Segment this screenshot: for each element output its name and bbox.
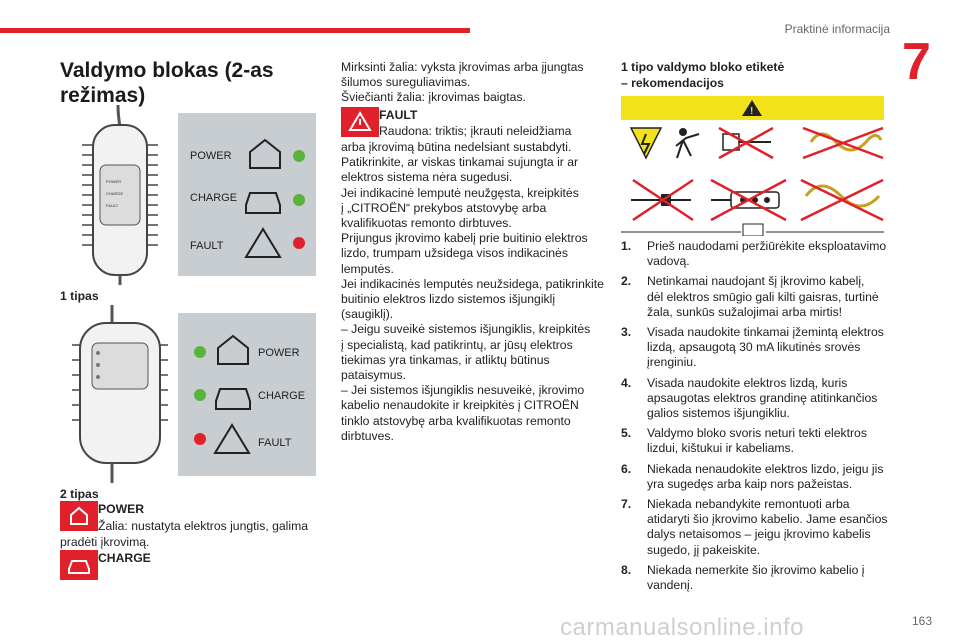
manual-icon [743, 224, 763, 236]
type2-caption: 2 tipas [60, 487, 99, 501]
text-line: lemputės. [341, 261, 394, 276]
list-item: 7. Niekada nebandykite remontuoti arba atidaryti šio įkrovimo kabelio. Jame esančios dalys netaisomos – jeigu įkrovimo kabelis sugedo, jį pakeiskite. [621, 497, 888, 557]
text-line: arba įkrovimą būtina nedelsiant sustabdyti. [341, 140, 572, 154]
fault-indicator-icon [341, 107, 379, 137]
chapter-number: 7 [902, 33, 931, 91]
middle-block-a [341, 60, 611, 106]
list-item: 1. Prieš naudodami peržiūrėkite eksploatavimo vadovą. [621, 239, 887, 269]
power-text-line1: Žalia: nustatyta elektros jungtis, galima [98, 519, 308, 533]
text-line: tiekimas yra tinkamas, ir atliktų būtinus [341, 352, 550, 367]
device-label-power: POWER [106, 179, 122, 184]
no-cable-reel-icon [801, 180, 883, 220]
text-line: – Jeigu suveikė sistemos išjungiklis, kreipkitės [341, 322, 591, 337]
text-line: Patikrinkite, ar viskas tinkamai sujungta ir ar [341, 155, 579, 170]
panel-label-charge: CHARGE [258, 390, 306, 402]
panel-label-fault: FAULT [190, 240, 224, 252]
fault-title: FAULT [379, 108, 418, 122]
list-item: 4. Visada naudokite elektros lizdą, kuris apsaugotas elektros grandinę atitinkančios galios sistemos išjungikliu. [621, 375, 878, 421]
type1-caption: 1 tipas [60, 289, 99, 303]
text-line: pataisymus. [341, 368, 407, 383]
person-fall-icon [676, 128, 699, 158]
control-unit-type1-figure [60, 105, 320, 285]
fault-text-line1: Raudona: triktis; įkrauti neleidžiama [379, 124, 572, 138]
panel-label-fault: FAULT [258, 437, 292, 449]
power-led-icon [293, 150, 305, 162]
power-indicator-icon [60, 501, 98, 531]
no-coiled-cable-icon [803, 128, 883, 158]
header-accent-bar [0, 28, 470, 33]
charge-title: CHARGE [98, 551, 151, 565]
text-line: – Jei sistemos išjungiklis nesuveikė, įkrovimo [341, 383, 585, 398]
power-text-line2: pradėti įkrovimą. [60, 535, 150, 549]
text-line: dirbtuves. [341, 428, 394, 443]
text-line: tinklo atstovybę arba kvalifikuotas remonto [341, 413, 571, 428]
text-line: kabelio nenaudokite ir kreipkitės į CITROËN [341, 398, 579, 413]
fault-led-icon [293, 237, 305, 249]
list-item: 8. Niekada nemerkite šio įkrovimo kabelio į vandenį. [621, 562, 865, 593]
list-item: 3. Visada naudokite tinkamai įžemintą elektros lizdą, apsaugotą 30 mA likutinės srovės įrenginiu. [621, 325, 884, 370]
text-line: Jei indikacinės lemputės neužsidega, patikrinkite [341, 276, 604, 291]
charge-indicator-icon [60, 550, 98, 580]
label-section-title-line1: 1 tipo valdymo bloko etiketė [621, 60, 785, 74]
text-line: Šviečianti žalia: įkrovimas baigtas. [341, 90, 526, 105]
fault-led-icon [194, 433, 206, 445]
panel-label-power: POWER [190, 150, 232, 162]
text-line: kvalifikuotas remonto dirbtuves. [341, 216, 512, 231]
text-line: elektros sistema nėra sugedusi. [341, 170, 513, 185]
device-label-charge: CHARGE [106, 191, 124, 196]
text-line: į „CITROËN“ prekybos atstovybę arba [341, 200, 547, 215]
charge-led-icon [293, 194, 305, 206]
list-item: 2. Netinkamai naudojant šį įkrovimo kabelį, dėl elektros smūgio gali kilti gaisras, turtinė žala, sunkūs sužalojimai arba mirtis! [621, 274, 879, 319]
power-led-icon [194, 346, 206, 358]
running-header: Praktinė informacija [784, 22, 890, 36]
text-line: į specialistą, kad patikrintų, ar jūsų elektros [341, 337, 573, 352]
watermark: carmanualsonline.info [560, 614, 804, 641]
control-unit-type2-figure [60, 305, 320, 485]
middle-block-b [341, 140, 616, 444]
device-label-fault: FAULT [106, 203, 119, 208]
panel-label-charge: CHARGE [190, 192, 238, 204]
page-number: 163 [912, 614, 933, 628]
section-title: Valdymo blokas (2-as režimas) [60, 59, 274, 107]
svg-text:!: ! [750, 106, 754, 117]
list-item: 6. Niekada nenaudokite elektros lizdo, jeigu jis yra sugedęs arba kaip nors pažeistas. [621, 461, 884, 491]
text-line: Prijungus įkrovimo kabelį prie buitinio elektros [341, 231, 588, 246]
charge-led-icon [194, 389, 206, 401]
panel-label-power: POWER [258, 347, 300, 359]
warning-label-figure [621, 96, 886, 236]
no-adapter-icon [719, 128, 773, 158]
text-line: Mirksinti žalia: vyksta įkrovimas arba įjungtas [341, 60, 584, 74]
power-title: POWER [98, 502, 145, 516]
recommendations-list [621, 239, 891, 598]
text-line: Jei indikacinė lemputė neužgęsta, kreipkitės [341, 185, 579, 200]
text-line: lizdo, trumpam užsidega visos indikacinės [341, 246, 568, 261]
no-power-strip-icon [711, 180, 786, 220]
text-line: buitinio elektros lizdo sistemos išjungiklį [341, 292, 556, 307]
text-line: (saugiklį). [341, 307, 394, 322]
label-section-title-line2: – rekomendacijos [621, 76, 724, 90]
text-line: šilumos sureguliavimas. [341, 75, 471, 90]
list-item: 5. Valdymo bloko svoris neturi tekti elektros lizdui, kištukui ir kabeliams. [621, 426, 867, 456]
no-extension-cable-icon [631, 180, 693, 220]
